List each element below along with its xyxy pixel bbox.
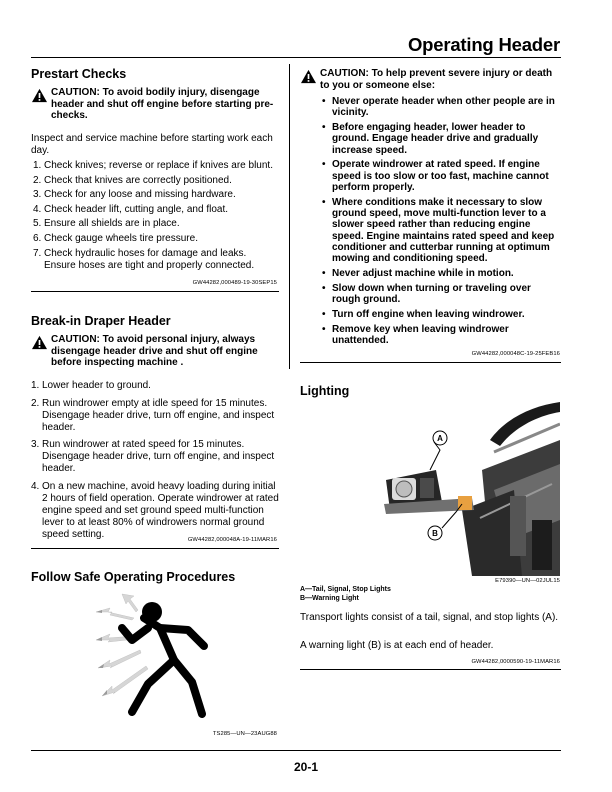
bullet-dot-icon: • [322,268,326,280]
bullet-dot-icon: • [322,196,326,208]
safe-figure-code: TS285—UN—23AUG88 [212,731,277,737]
bullet-dot-icon: • [322,323,326,335]
caption-a: A—Tail, Signal, Stop Lights [300,586,391,593]
list-item: 1. Lower header to ground. [31,380,151,391]
footer-rule [31,750,561,751]
list-item: • Turn off engine when leaving windrower. [322,309,525,321]
prestart-caution [31,87,279,122]
bullet-dot-icon: • [322,96,326,107]
safety-bullets [300,96,556,350]
lighting-para-2: A warning light (B) is at each end of header. [300,640,494,651]
section-rule [300,362,561,363]
callout-b: B [432,529,438,538]
list-item: 3. Check for any loose and missing hardware. [33,189,236,201]
bullet-dot-icon: • [322,159,326,171]
warning-triangle-icon [31,88,48,103]
warning-triangle-icon [31,335,48,350]
bullet-dot-icon: • [322,122,326,134]
warning-triangle-icon [300,69,317,84]
breakin-doc-code: GW44282,000048A-19-11MAR16 [187,537,277,543]
caution-doc-code: GW44282,000048C-19-25FEB16 [471,351,560,357]
section-rule [300,669,561,670]
callout-a: A [437,434,443,443]
list-item: 4. On a new machine, avoid heavy loading during initial 2 hours of field operation. Operate windrower at rated engine speed and set ground speed multi-function lever to at least 80% of windrowers normal ground speed setting. [31,480,279,540]
list-item: • Never operate header when other people are in vicinity. [322,96,555,119]
list-item: 3. Run windrower at rated speed for 15 minutes. Disengage header drive, turn off engine, and inspect header. [31,439,275,474]
breakin-steps [31,380,279,546]
caption-b: B—Warning Light [300,594,359,602]
list-item: • Where conditions make it necessary to slow ground speed, move multi-function lever to a slower speed rather than reducing engine speed. Engine maintains rated speed and keep conditioner and cutterbar running at optimum mowing and conditioning speed. [322,196,555,265]
lighting-heading: Lighting [300,384,350,398]
breakin-heading: Break-in Draper Header [31,314,171,328]
list-item: 6. Check gauge wheels tire pressure. [33,232,198,244]
lighting-doc-code: GW44282,0000590-19-11MAR16 [471,659,560,665]
operating-caution [300,68,562,91]
column-divider-top [289,64,290,369]
safe-heading: Follow Safe Operating Procedures [31,570,236,584]
list-item: • Never adjust machine while in motion. [322,268,514,280]
page-title: Operating Header [407,34,560,55]
page-number: 20-1 [293,760,319,774]
list-item: 1. Check knives; reverse or replace if knives are blunt. [33,160,273,171]
breakin-caution [31,334,279,369]
list-item: 5. Ensure all shields are in place. [33,218,180,230]
prestart-doc-code: GW44282,000489-19-30SEP15 [192,280,277,286]
prestart-intro: Inspect and service machine before starting work each day. [31,133,273,157]
section-rule [31,548,279,549]
section-rule [31,291,279,292]
bullet-dot-icon: • [322,282,326,294]
list-item: 4. Check header lift, cutting angle, and float. [33,203,229,215]
lighting-caption [300,586,560,603]
header-lights-photo [382,400,560,576]
title-rule [31,57,561,58]
lighting-figure-code: E79390—UN—02JUL15 [495,578,560,584]
list-item: • Before engaging header, lower header to ground. Engage header drive and gradually increase speed. [322,122,539,156]
list-item: • Operate windrower at rated speed. If engine speed is too slow or too fast, machine cannot perform properly. [322,159,549,194]
electric-shock-figure [88,588,216,720]
operating-caution-text: CAUTION: To help prevent severe injury or death to you or someone else: [320,68,553,91]
list-item: 7. Check hydraulic hoses for damage and leaks. Ensure hoses are tight and properly connected. [33,247,255,271]
list-item: 2. Check that knives are correctly positioned. [33,174,232,186]
list-item: • Remove key when leaving windrower unattended. [322,323,509,347]
prestart-caution-text: CAUTION: To avoid bodily injury, disengage header and shut off engine before starting pre-checks. [51,87,274,121]
prestart-heading: Prestart Checks [31,67,127,81]
list-item: 2. Run windrower empty at idle speed for 15 minutes. Disengage header drive, turn off engine, and inspect header. [31,397,275,433]
bullet-dot-icon: • [322,309,326,321]
list-item: • Slow down when turning or traveling over rough ground. [322,282,531,306]
prestart-checklist [33,160,279,274]
lighting-para-1: Transport lights consist of a tail, signal, and stop lights (A). [300,612,559,623]
breakin-caution-text: CAUTION: To avoid personal injury, always disengage header drive and shut off engine before inspecting machine . [51,334,258,368]
